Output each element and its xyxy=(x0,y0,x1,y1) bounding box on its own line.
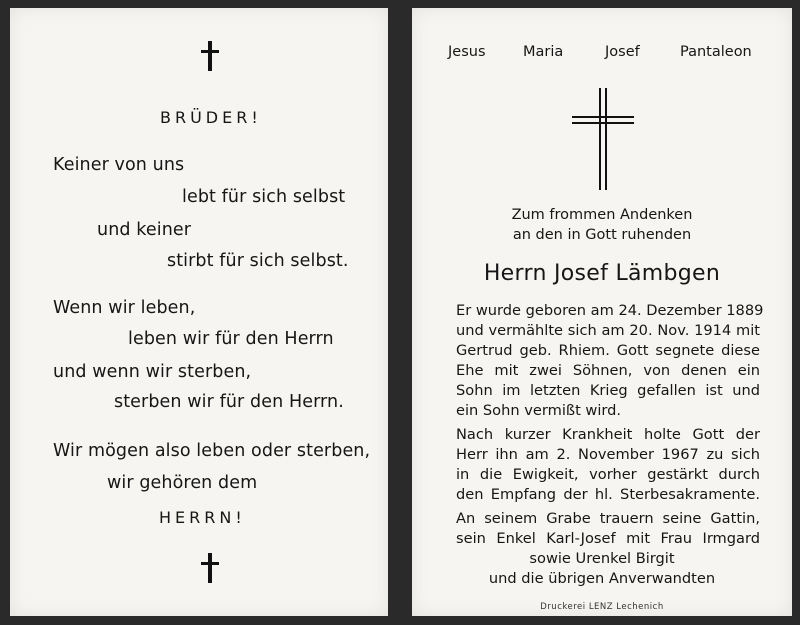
right-card xyxy=(412,8,792,616)
bio-line: sowie Urenkel Birgit xyxy=(529,550,675,567)
bio-line: und die übrigen Anverwandten xyxy=(488,570,716,587)
poem-line: und wenn wir sterben, xyxy=(53,362,252,382)
holy-name: Maria xyxy=(523,44,564,60)
bio-line: Nach kurzer Krankheit holte Gott der xyxy=(456,426,760,443)
bio-line: Gertrud geb. Rhiem. Gott segnete diese xyxy=(456,342,760,359)
bio-line: Er wurde geboren am 24. Dezember 1889 xyxy=(456,302,764,319)
intro-line: an den in Gott ruhenden xyxy=(512,227,692,243)
heading-herrn: HERRN! xyxy=(159,508,246,527)
intro-line: Zum frommen Andenken xyxy=(511,207,693,223)
poem-line: sterben wir für den Herrn. xyxy=(114,392,344,412)
bio-line: Herr ihn am 2. November 1967 zu sich xyxy=(456,446,760,463)
poem-line: stirbt für sich selbst. xyxy=(167,251,349,271)
bio-line: den Empfang der hl. Sterbesakramente. xyxy=(456,486,760,503)
poem-line: und keiner xyxy=(97,220,192,240)
bio-line: Ehe mit zwei Söhnen, von denen ein xyxy=(456,362,760,379)
holy-name: Jesus xyxy=(448,44,486,60)
poem-line: Wir mögen also leben oder sterben, xyxy=(53,441,371,461)
poem-line: Wenn wir leben, xyxy=(53,298,196,318)
bio-line: in die Ewigkeit, vorher gestärkt durch xyxy=(456,466,760,483)
left-card xyxy=(10,8,388,616)
poem-line: Keiner von uns xyxy=(53,155,185,175)
holy-name: Pantaleon xyxy=(680,44,752,60)
bio-line: sein Enkel Karl-Josef mit Frau Irmgard xyxy=(456,530,760,547)
cross-icon-top xyxy=(201,41,219,71)
printer-imprint: Druckerei LENZ Lechenich xyxy=(540,602,664,612)
poem-line: leben wir für den Herrn xyxy=(128,329,334,349)
poem-line: wir gehören dem xyxy=(107,473,258,493)
bio-line: ein Sohn vermißt wird. xyxy=(456,402,622,419)
poem-line: lebt für sich selbst xyxy=(182,187,346,207)
cross-icon-bottom xyxy=(201,553,219,583)
deceased-name: Herrn Josef Lämbgen xyxy=(483,261,721,286)
heading-brueder: BRÜDER! xyxy=(160,108,262,127)
bio-line: An seinem Grabe trauern seine Gattin, xyxy=(456,510,760,527)
holy-name: Josef xyxy=(605,44,640,60)
bio-line: und vermählte sich am 20. Nov. 1914 mit xyxy=(456,322,760,339)
bio-line: Sohn im letzten Krieg gefallen ist und xyxy=(456,382,760,399)
double-cross-icon xyxy=(572,88,634,190)
